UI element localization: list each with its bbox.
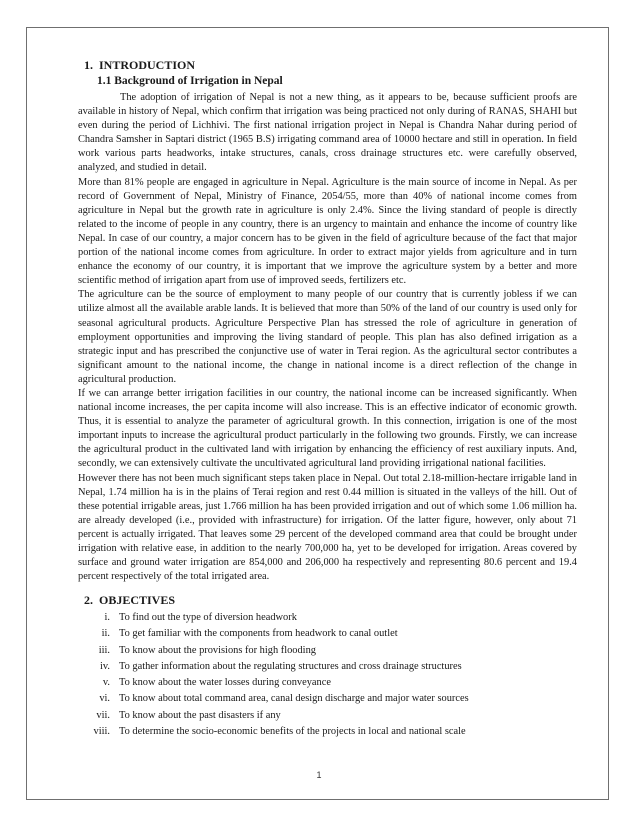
list-item-number: v.	[102, 677, 110, 689]
section-heading-introduction	[84, 57, 577, 73]
list-item-number: viii.	[93, 725, 110, 737]
list-item-text: To determine the socio-economic benefits of the projects in local and national scale	[119, 725, 466, 737]
list-item-number: i.	[104, 612, 110, 624]
list-item	[78, 626, 577, 642]
page-content	[78, 57, 577, 740]
list-item	[78, 610, 577, 626]
paragraph: The adoption of irrigation of Nepal is not a new thing, as it appears to be, because sufficient proofs are available in history of Nepal, which confirm that irrigation was being practiced not only during of RANAS, SHAHI but even during the period of Lichhivi. The first national irrigation project in Nepal is Chandra Nahar during period of Chandra Samsher in Saptari district (1965 B.S) irrigating command area of 10000 hectare and still in operation. In field work various parts headworks, intake structures, canals, cross drainage structures etc. were carefully observed, analyzed, and studied in detail.	[78, 92, 577, 174]
list-item	[78, 691, 577, 707]
section-title: INTRODUCTION	[99, 58, 196, 72]
list-item	[78, 643, 577, 659]
objectives-list	[78, 610, 577, 740]
subsection-heading: 1.1 Background of Irrigation in Nepal	[97, 75, 283, 87]
list-item-number: ii.	[101, 628, 110, 640]
page-number: 1	[316, 770, 322, 780]
paragraph: If we can arrange better irrigation facilities in our country, the national income can be increased significantly. When national income increases, the per capita income will also increase. This is an effective indicator of economic growth. Thus, it is essential to analyze the parameter of agricultural growth. In this connection, irrigation is one of the most important inputs to increase the agricultural product particularly in the following two grounds. Firstly, we can increase the agricultural product in the cultivated land with irrigation by enhancing the efficiency of rest auxiliary inputs. And, secondly, we can extensively cultivate the uncultivated agricultural land providing irrigational national facilities.	[78, 387, 577, 470]
list-item-text: To get familiar with the components from headwork to canal outlet	[119, 628, 398, 640]
list-item-text: To know about total command area, canal design discharge and major water sources	[119, 693, 469, 705]
list-item-number: vii.	[96, 709, 110, 721]
list-item-number: iv.	[99, 660, 110, 672]
list-item-text: To gather information about the regulating structures and cross drainage structures	[119, 660, 462, 672]
list-item	[78, 708, 577, 724]
list-item	[78, 724, 577, 740]
list-item-text: To know about the past disasters if any	[119, 709, 281, 721]
list-item-number: iii.	[98, 644, 110, 656]
list-item-text: To know about the water losses during conveyance	[119, 677, 331, 689]
list-item-number: vi.	[99, 693, 110, 705]
list-item-text: To find out the type of diversion headwork	[119, 612, 297, 624]
paragraph: The agriculture can be the source of employment to many people of our country that is currently jobless if we can utilize almost all the available arable lands. It is believed that more than 50% of the land of our country is used only for seasonal agricultural products. Agriculture Perspective Plan has stressed the role of agriculture in generation of employment opportunities and improving the living standard of people. This plan has also defined irrigation as a strategic input and has prescribed the conjunctive use of water in Terai region. As the agricultural sector contributes a significant amount to the national income, the change in national income is a direct reflection of the change in agricultural production.	[78, 289, 577, 385]
section-heading-objectives	[84, 592, 577, 608]
section-number: 1.	[84, 58, 93, 72]
paragraph: More than 81% people are engaged in agriculture in Nepal. Agriculture is the main source of income in Nepal. As per record of Government of Nepal, Ministry of Finance, 2054/55, more than 40% of national income comes from agriculture in Nepal but the growth rate in agriculture is only 2.4%. Since the living standard of people is directly related to the income of people in any country, there is an urgency to maintain and enhance the income of country like Nepal. In case of our country, a major concern has to be given in the field of agriculture because of the fact that major portion of the national income comes from agriculture. In order to extract major yields from agriculture and in turn enhance the economy of our country, it is important that we improve the agriculture system by a better and more scientific method of irrigation apart from use of improved seeds, fertilizers etc.	[78, 176, 577, 287]
list-item	[78, 675, 577, 691]
list-item	[78, 659, 577, 675]
paragraph: However there has not been much significant steps taken place in Nepal. Out total 2.18-million-hectare irrigable land in Nepal, 1.74 million ha is in the plains of Terai region and rest 0.44 million is situated in the valleys of the hill. Out of these potential irrigable areas, just 1.766 million ha has been provided irrigation and out of which some 1.06 million ha. are already developed (i.e., provided with infrastructure) for irrigation. Of the latter figure, however, only about 71 percent is actually irrigated. That leaves some 29 percent of the developed command area that could be brought under irrigation with relative ease, in addition to the nearly 700,000 ha, yet to be developed for irrigation. Areas covered by surface and ground water irrigation are 854,000 and 206,000 ha respectively and representing 80.6 percent and 19.4 percent respectively of the total irrigated area.	[78, 472, 577, 583]
list-item-text: To know about the provisions for high flooding	[119, 644, 316, 656]
section-number: 2.	[84, 593, 93, 608]
section-title: OBJECTIVES	[99, 593, 176, 608]
